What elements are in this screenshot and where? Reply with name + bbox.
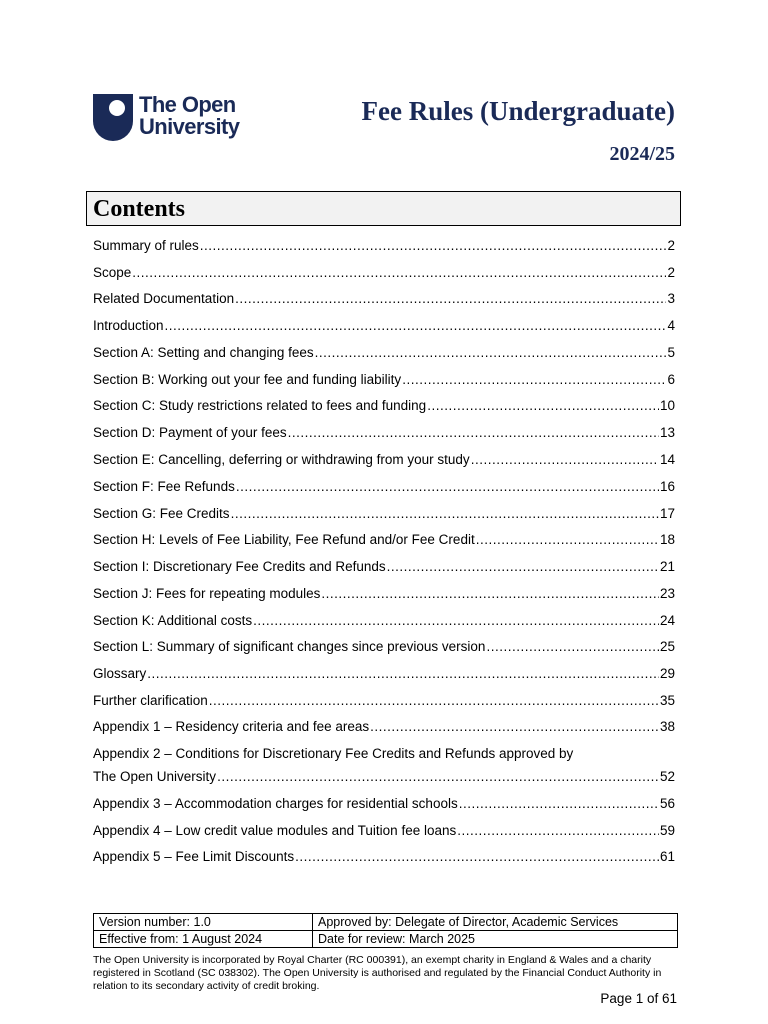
toc-dot-leader <box>459 796 659 812</box>
toc-dot-leader <box>457 823 659 839</box>
toc-dot-leader <box>200 238 667 254</box>
toc-entry-title: Appendix 5 – Fee Limit Discounts <box>93 849 295 864</box>
toc-entry[interactable] <box>93 238 675 254</box>
open-university-logo <box>93 94 239 141</box>
toc-dot-leader <box>209 693 659 709</box>
toc-dot-leader <box>236 479 659 495</box>
toc-entry-title: Related Documentation <box>93 291 235 306</box>
toc-entry-page: 35 <box>659 693 675 708</box>
toc-entry-title: Introduction <box>93 318 164 333</box>
toc-entry-page: 21 <box>659 559 675 574</box>
toc-entry-title: Glossary <box>93 666 147 681</box>
toc-entry[interactable] <box>93 746 675 785</box>
toc-entry-title: Summary of rules <box>93 238 199 253</box>
toc-entry-page: 10 <box>659 398 675 413</box>
contents-heading: Contents <box>93 196 186 222</box>
toc-dot-leader <box>288 425 659 441</box>
toc-entry-title: Section J: Fees for repeating modules <box>93 586 321 601</box>
toc-entry-page: 2 <box>667 265 675 280</box>
toc-entry[interactable] <box>93 532 675 548</box>
toc-dot-leader <box>370 719 659 735</box>
review-date: Date for review: March 2025 <box>313 931 678 948</box>
toc-entry-title-line1: Appendix 2 – Conditions for Discretionary Fee Credits and Refunds approved by <box>93 746 574 761</box>
toc-entry-page: 14 <box>659 452 675 467</box>
toc-entry-page: 13 <box>659 425 675 440</box>
page-number: Page 1 of 61 <box>600 991 677 1006</box>
document-metadata-table <box>93 913 678 948</box>
toc-entry-page: 6 <box>667 372 675 387</box>
toc-entry-title: Section A: Setting and changing fees <box>93 345 314 360</box>
toc-entry[interactable] <box>93 265 675 281</box>
toc-entry-page: 5 <box>667 345 675 360</box>
table-row <box>94 931 678 948</box>
toc-entry[interactable] <box>93 639 675 655</box>
logo-wordmark <box>139 94 239 138</box>
toc-entry-title: Appendix 3 – Accommodation charges for residential schools <box>93 796 458 811</box>
approved-by: Approved by: Delegate of Director, Academic Services <box>313 914 678 931</box>
toc-entry-title: Section I: Discretionary Fee Credits and Refunds <box>93 559 386 574</box>
document-title: Fee Rules (Undergraduate) <box>361 96 675 126</box>
toc-entry[interactable] <box>93 506 675 522</box>
toc-entry[interactable] <box>93 452 675 468</box>
toc-entry-title: Section G: Fee Credits <box>93 506 230 521</box>
toc-entry-title: Section E: Cancelling, deferring or withdrawing from your study <box>93 452 470 467</box>
toc-entry-title: Section F: Fee Refunds <box>93 479 235 494</box>
legal-notice: The Open University is incorporated by Royal Charter (RC 000391), an exempt charity in England & Wales and a charity registered in Scotland (SC 038302). The Open University is authorised and regulated by the Financial Conduct Authority in relation to its secondary activity of credit broking. <box>93 954 662 992</box>
toc-entry-title: Section C: Study restrictions related to fees and funding <box>93 398 427 413</box>
toc-entry-page: 59 <box>659 823 675 838</box>
toc-entry-page: 18 <box>659 532 675 547</box>
toc-entry[interactable] <box>93 666 675 682</box>
toc-entry-title: The Open University <box>93 769 217 784</box>
toc-entry-page: 16 <box>659 479 675 494</box>
toc-dot-leader <box>132 265 666 281</box>
toc-entry-page: 61 <box>659 849 675 864</box>
toc-entry[interactable] <box>93 849 675 865</box>
toc-entry-title: Appendix 1 – Residency criteria and fee areas <box>93 719 370 734</box>
toc-entry-page: 4 <box>667 318 675 333</box>
toc-entry-page: 25 <box>659 639 675 654</box>
toc-entry-page: 17 <box>659 506 675 521</box>
table-row <box>94 914 678 931</box>
toc-entry-title: Section K: Additional costs <box>93 613 253 628</box>
toc-entry[interactable] <box>93 345 675 361</box>
toc-entry[interactable] <box>93 823 675 839</box>
toc-dot-leader <box>147 666 659 682</box>
toc-entry[interactable] <box>93 559 675 575</box>
toc-dot-leader <box>476 532 659 548</box>
toc-entry[interactable] <box>93 693 675 709</box>
toc-entry[interactable] <box>93 425 675 441</box>
toc-entry-title: Scope <box>93 265 132 280</box>
toc-entry[interactable] <box>93 372 675 388</box>
document-year: 2024/25 <box>609 143 675 165</box>
toc-entry[interactable] <box>93 479 675 495</box>
toc-entry[interactable] <box>93 719 675 735</box>
toc-entry[interactable] <box>93 796 675 812</box>
toc-dot-leader <box>235 291 666 307</box>
toc-entry[interactable] <box>93 586 675 602</box>
toc-entry-page: 3 <box>667 291 675 306</box>
toc-entry[interactable] <box>93 398 675 414</box>
toc-entry-title: Further clarification <box>93 693 208 708</box>
toc-dot-leader <box>486 639 659 655</box>
toc-entry-page: 29 <box>659 666 675 681</box>
toc-dot-leader <box>402 372 666 388</box>
toc-entry[interactable] <box>93 318 675 334</box>
effective-from: Effective from: 1 August 2024 <box>94 931 313 948</box>
contents-heading-box <box>86 191 681 226</box>
toc-dot-leader <box>471 452 659 468</box>
toc-entry-page: 52 <box>659 769 675 784</box>
toc-entry-title: Section L: Summary of significant changes since previous version <box>93 639 486 654</box>
toc-entry-title: Section B: Working out your fee and funding liability <box>93 372 402 387</box>
toc-dot-leader <box>165 318 667 334</box>
toc-dot-leader <box>427 398 659 414</box>
open-university-shield-icon <box>93 94 133 141</box>
toc-dot-leader <box>217 769 659 785</box>
toc-entry-title: Appendix 4 – Low credit value modules and Tuition fee loans <box>93 823 457 838</box>
toc-dot-leader <box>321 586 659 602</box>
toc-dot-leader <box>231 506 659 522</box>
toc-entry-page: 56 <box>659 796 675 811</box>
toc-entry-page: 24 <box>659 613 675 628</box>
toc-entry-page: 23 <box>659 586 675 601</box>
toc-entry-page: 2 <box>667 238 675 253</box>
logo-line-2: University <box>139 114 240 139</box>
toc-entry-title: Section D: Payment of your fees <box>93 425 287 440</box>
toc-dot-leader <box>295 849 659 865</box>
toc-dot-leader <box>387 559 659 575</box>
version-number: Version number: 1.0 <box>94 914 313 931</box>
toc-entry-title: Section H: Levels of Fee Liability, Fee Refund and/or Fee Credit <box>93 532 475 547</box>
toc-dot-leader <box>315 345 667 361</box>
toc-dot-leader <box>253 613 659 629</box>
toc-entry-page: 38 <box>659 719 675 734</box>
logo-line-1: The Open <box>139 92 236 117</box>
toc-entry[interactable] <box>93 613 675 629</box>
toc-entry[interactable] <box>93 291 675 307</box>
